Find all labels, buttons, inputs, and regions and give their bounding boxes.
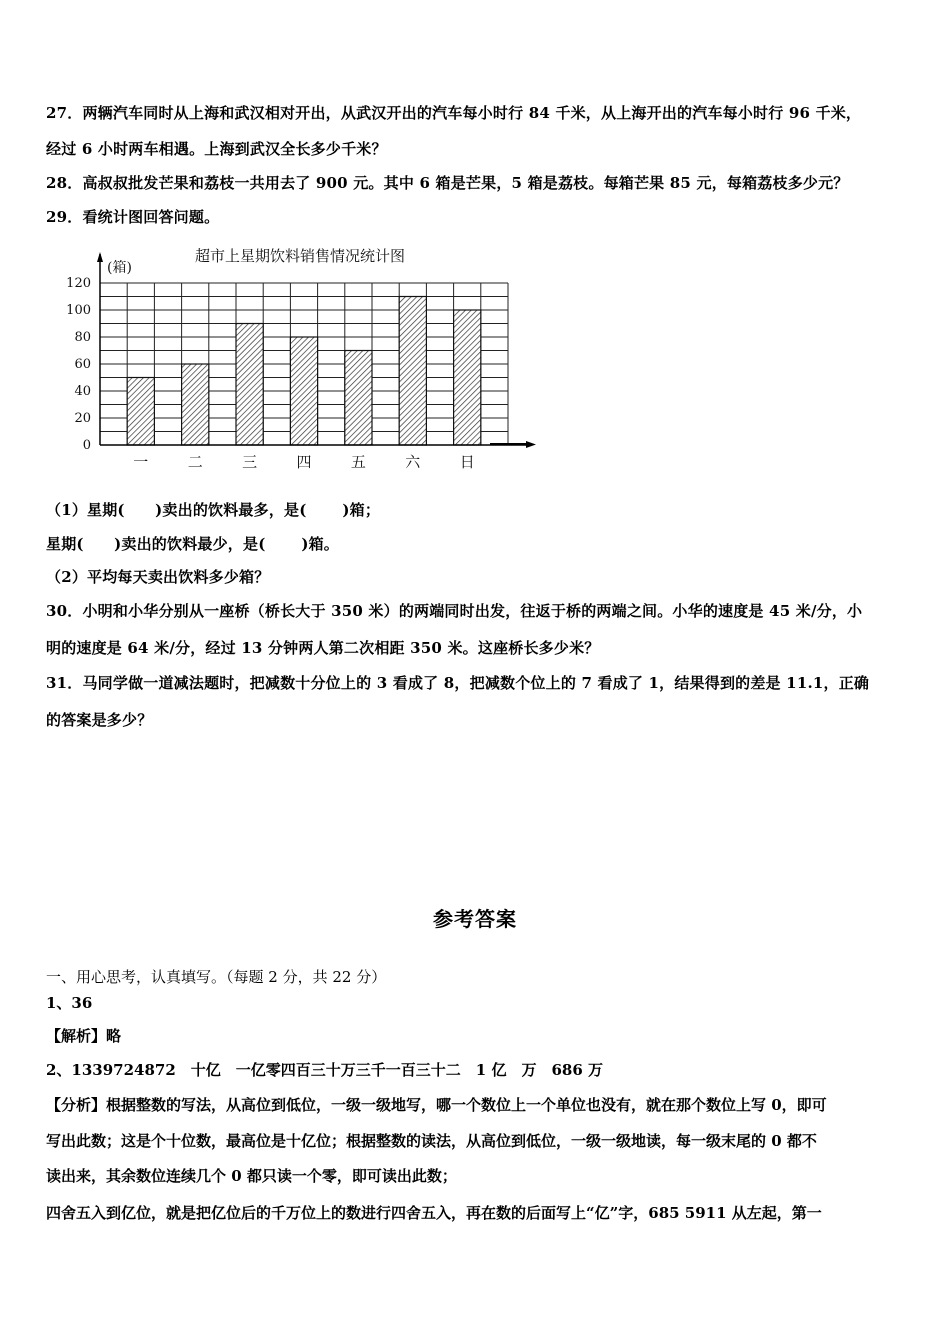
answer-key-title: 参考答案 [433,907,517,931]
answer-1: 1、36 [46,994,93,1012]
bar [290,337,317,445]
y-axis-ticks [66,276,91,453]
bar-chart [60,240,550,480]
bar [127,378,154,446]
question-31-line-2: 的答案是多少？ [46,711,153,729]
y-axis-tick-label: 0 [82,438,91,453]
question-31-line-1: 31．马同学做一道减法题时，把减数十分位上的 3 看成了 8，把减数个位上的 7 看成了 1，结果得到的差是 11.1，正确 [46,674,870,692]
y-axis-tick-label: 80 [74,330,91,345]
question-29-sub-2: （2）平均每天卖出饮料多少箱？ [46,568,270,586]
question-28: 28．高叔叔批发芒果和荔枝一共用去了 900 元。其中 6 箱是芒果，5 箱是荔枝。每箱芒果 85 元，每箱荔枝多少元？ [46,174,849,192]
answer-2-analysis-line-3: 读出来，其余数位连续几个 0 都只读一个零，即可读出此数； [46,1167,457,1185]
answer-section-1-heading: 一、用心思考，认真填写。（每题 2 分，共 22 分） [46,968,387,986]
y-axis-tick-label: 60 [74,357,91,372]
y-axis-label: (箱) [107,260,132,276]
y-axis-tick-label: 120 [66,276,91,291]
x-axis-label: 六 [405,453,421,471]
y-axis-tick-label: 100 [66,303,91,318]
x-axis-label: 日 [459,453,475,471]
question-29-sub-1-line-1: （1）星期( )卖出的饮料最多，是( )箱； [46,501,381,519]
bar [454,310,481,445]
answer-2: 2、1339724872 十亿 一亿零四百三十万三千一百三十二 1 亿 万 686 万 [46,1061,604,1079]
chart-title: 超市上星期饮料销售情况统计图 [194,247,406,265]
answer-1-analysis: 【解析】略 [46,1027,122,1045]
bar [236,324,263,446]
question-29: 29．看统计图回答问题。 [46,208,220,226]
question-30-line-1: 30．小明和小华分别从一座桥（桥长大于 350 米）的两端同时出发，往返于桥的两端之间。小华的速度是 45 米/分，小 [46,602,863,620]
answer-2-analysis-line-2: 写出此数；这是个十位数，最高位是十亿位；根据整数的读法，从高位到低位，一级一级地读，每一级末尾的 0 都不 [46,1132,817,1150]
question-27-line-1: 27．两辆汽车同时从上海和武汉相对开出，从武汉开出的汽车每小时行 84 千米，从上海开出的汽车每小时行 96 千米， [46,104,862,122]
x-axis-labels [133,453,474,471]
bar [399,297,426,446]
x-axis-label: 四 [296,453,312,471]
answer-2-analysis-line-4: 四舍五入到亿位，就是把亿位后的千万位上的数进行四舍五入，再在数的后面写上“亿”字，685 5911 从左起，第一 [46,1204,822,1222]
x-axis-arrow-icon [526,441,536,448]
x-axis-label: 三 [242,453,258,471]
chart-bars [127,297,481,446]
bar [345,351,372,446]
question-30-line-2: 明的速度是 64 米/分，经过 13 分钟两人第二次相距 350 米。这座桥长多少米？ [46,639,600,657]
question-27-line-2: 经过 6 小时两车相遇。上海到武汉全长多少千米？ [46,140,387,158]
x-axis-label: 五 [350,453,366,471]
y-axis-arrow-icon [97,252,103,262]
answer-2-analysis-line-1: 【分析】根据整数的写法，从高位到低位，一级一级地写，哪一个数位上一个单位也没有，就在那个数位上写 0，即可 [46,1096,827,1114]
y-axis-tick-label: 20 [74,411,91,426]
y-axis-tick-label: 40 [74,384,91,399]
x-axis-label: 二 [187,453,203,471]
bar [182,364,209,445]
question-29-sub-1-line-2: 星期( )卖出的饮料最少，是( )箱。 [46,535,340,553]
x-axis-label: 一 [133,453,149,471]
